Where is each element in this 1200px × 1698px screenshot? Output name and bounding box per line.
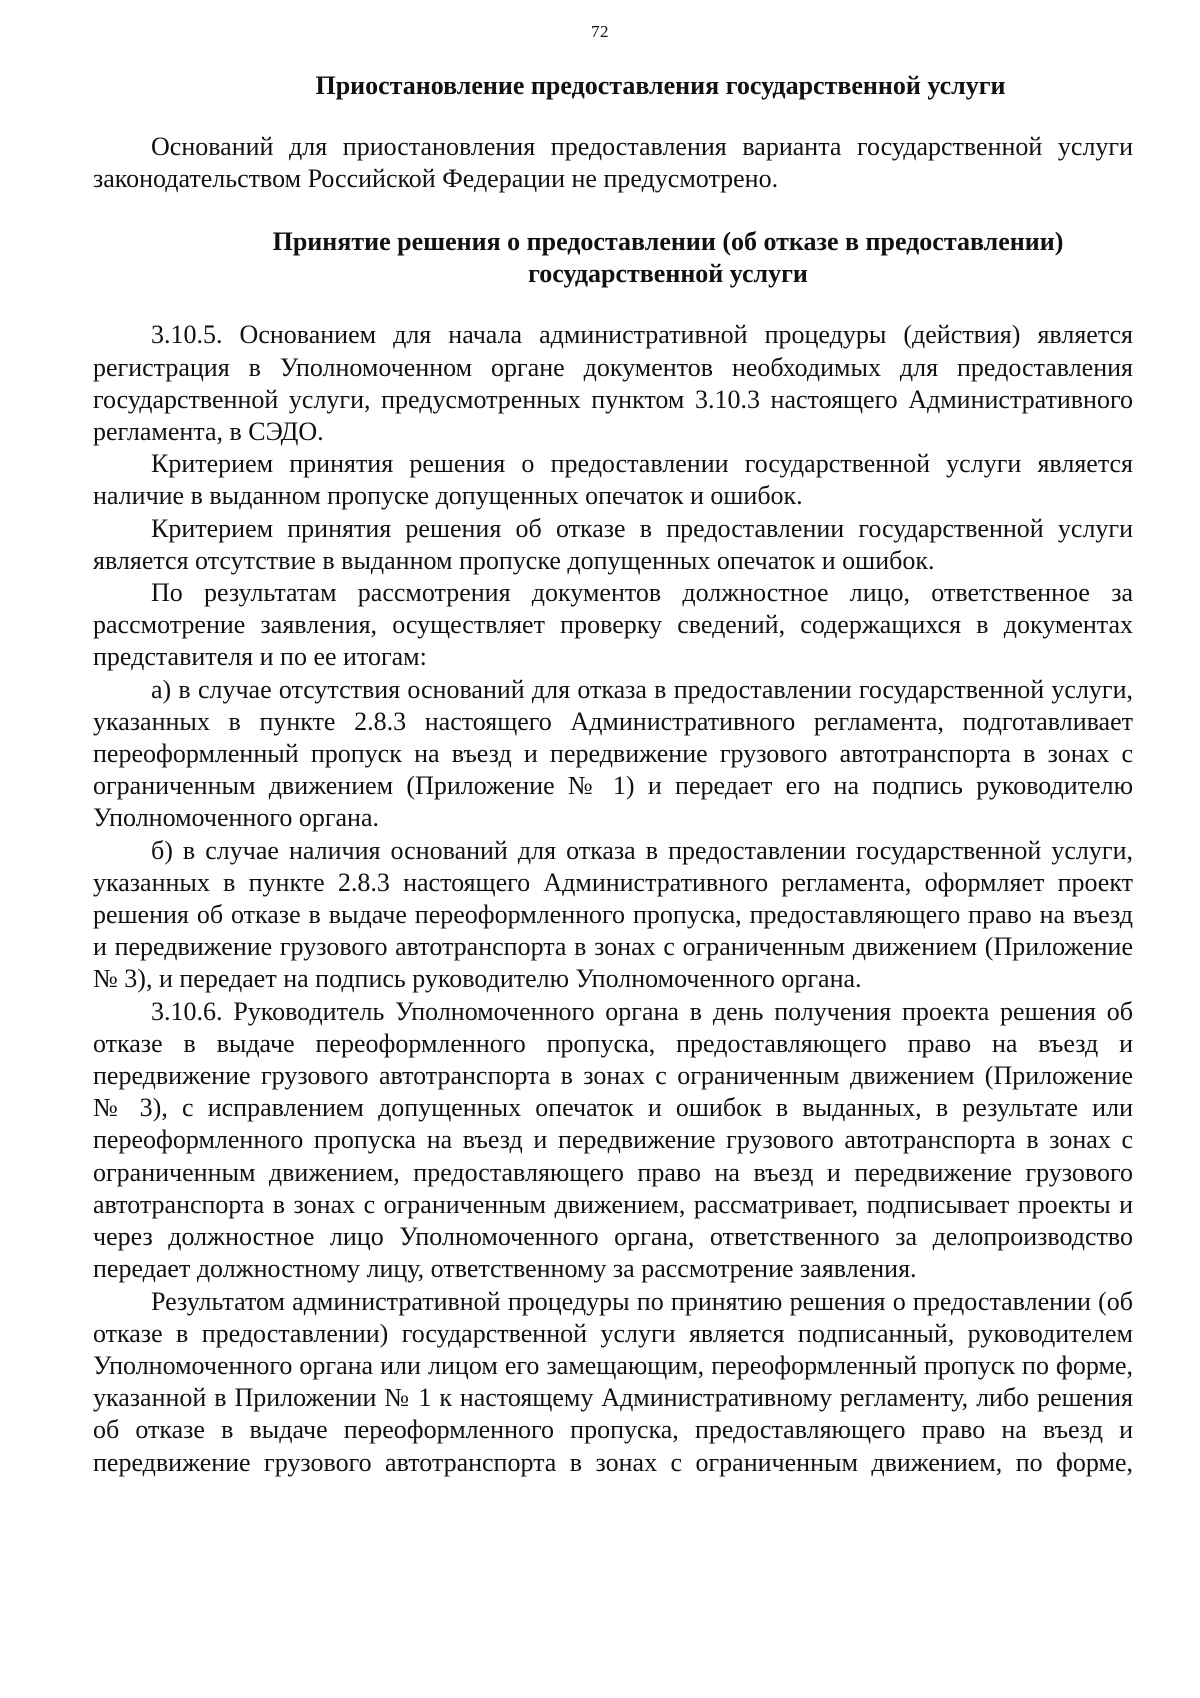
- paragraph-item-b: б) в случае наличия оснований для отказа в предоставлении государственной услуги, указанных в пункте 2.8.3 настоящего Административного регламента, оформляет проект решения об отказе в выдаче переоформленного пропуска, предоставляющего право на въезд и передвижение грузового автотранспорта в зонах с ограниченным движением (Приложение № 3), и передает на подпись руководителю Уполномоченного органа.: [93, 835, 1133, 994]
- section-heading-decision-line1: Принятие решения о предоставлении (об отказе в предоставлении): [272, 227, 1064, 257]
- paragraph-3-10-5: 3.10.5. Основанием для начала административной процедуры (действия) является регистрация в Уполномоченном органе документов необходимых для предоставления государственной услуги, предусмотренных пунктом 3.10.3 настоящего Административного регламента, в СЭДО.: [93, 320, 1133, 447]
- page-content: [93, 70, 1133, 1479]
- section-heading-decision: [93, 226, 1133, 290]
- paragraph-review-results: По результатам рассмотрения документов должностное лицо, ответственное за рассмотрение заявления, осуществляет проверку сведений, содержащихся в документах представителя и по ее итогам:: [93, 578, 1133, 672]
- section-heading-suspension: Приостановление предоставления государственной услуги: [315, 71, 1006, 100]
- paragraph-criterion-refusal: Критерием принятия решения об отказе в предоставлении государственной услуги является отсутствие в выданном пропуске допущенных опечаток и ошибок.: [93, 513, 1133, 575]
- page-number: 72: [591, 22, 609, 41]
- paragraph-3-10-6: 3.10.6. Руководитель Уполномоченного органа в день получения проекта решения об отказе в выдаче переоформленного пропуска, предоставляющего право на въезд и передвижение грузового автотранспорта в зонах с ограниченным движением (Приложение № 3), с исправлением допущенных опечаток и ошибок в выданных, в результате или переоформленного пропуска на въезд и передвижение грузового автотранспорта в зонах с ограниченным движением, предоставляющего право на въезд и передвижение грузового автотранспорта в зонах с ограниченным движением, рассматривает, подписывает проекты и через должностное лицо Уполномоченного органа, ответственного за делопроизводство передает должностному лицу, ответственному за рассмотрение заявления.: [93, 996, 1133, 1284]
- paragraph-item-a: а) в случае отсутствия оснований для отказа в предоставлении государственной услуги, указанных в пункте 2.8.3 настоящего Административного регламента, подготавливает переоформленный пропуск на въезд и передвижение грузового автотранспорта в зонах с ограниченным движением (Приложение № 1) и передает его на подпись руководителю Уполномоченного органа.: [93, 674, 1133, 833]
- paragraph-suspension-grounds: Оснований для приостановления предоставления варианта государственной услуги законодательством Российской Федерации не предусмотрено.: [93, 132, 1133, 194]
- paragraph-procedure-result: Результатом административной процедуры по принятию решения о предоставлении (об отказе в предоставлении) государственной услуги является подписанный, руководителем Уполномоченного органа или лицом его замещающим, переоформленный пропуск по форме, указанной в Приложении № 1 к настоящему Административному регламенту, либо решения об отказе в выдаче переоформленного пропуска, предоставляющего право на въезд и передвижение грузового автотранспорта в зонах с ограниченным движением, по форме,: [93, 1286, 1133, 1477]
- paragraph-criterion-grant: Критерием принятия решения о предоставлении государственной услуги является наличие в выданном пропуске допущенных опечаток и ошибок.: [93, 449, 1133, 511]
- section-heading-decision-line2: государственной услуги: [528, 259, 808, 289]
